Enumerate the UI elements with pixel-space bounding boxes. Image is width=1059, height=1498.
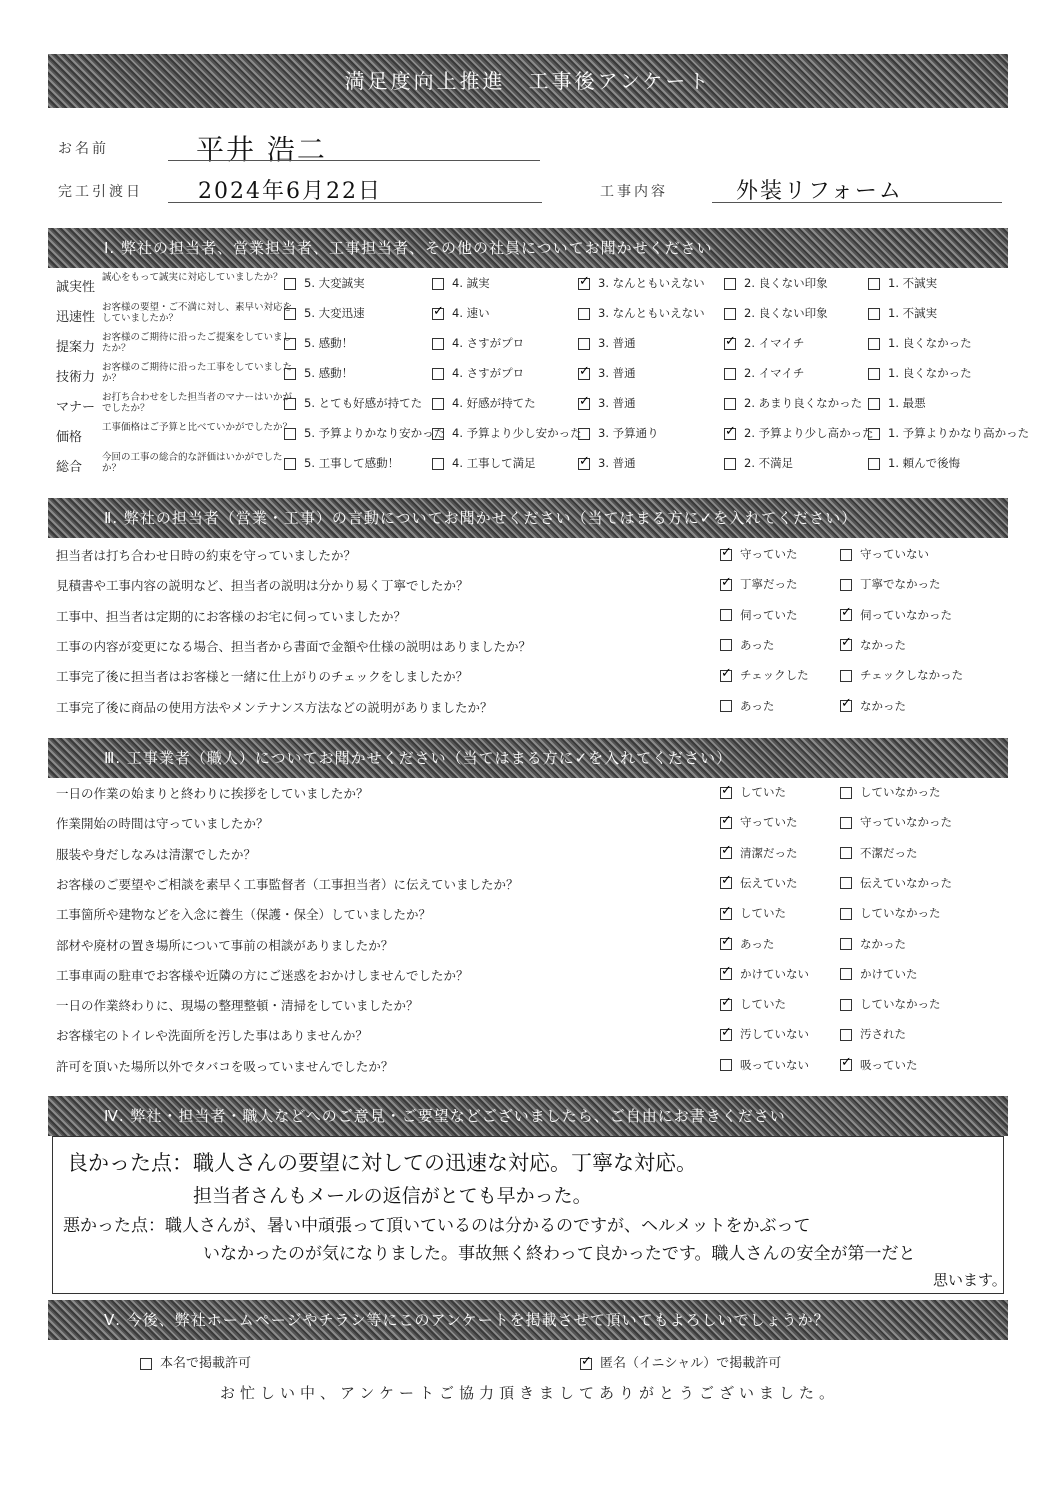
question-text: 許可を頂いた場所以外でタバコを吸っていませんでしたか？: [56, 1058, 394, 1074]
rating-option[interactable]: [432, 455, 536, 471]
checkbox[interactable]: [720, 670, 732, 682]
checkbox[interactable]: [840, 670, 852, 682]
checkbox[interactable]: [580, 1358, 592, 1370]
section3-header: Ⅲ. 工事業者（職人）についてお聞かせください（当てはまる方に✓を入れてください）: [48, 738, 1008, 778]
section5-header: Ⅴ. 今後、弊社ホームページやチラシ等にこのアンケートを掲載させて頂いてもよろしいでしょうか？: [48, 1300, 1008, 1340]
checkbox[interactable]: [432, 428, 444, 440]
checkbox[interactable]: [840, 787, 852, 799]
rating-option[interactable]: [432, 305, 490, 321]
checkbox[interactable]: [578, 458, 590, 470]
answer-a[interactable]: ✓ あった: [720, 936, 774, 952]
checkbox[interactable]: [720, 1059, 732, 1071]
rating-option[interactable]: [578, 425, 659, 441]
rating-question: 工事価格はご予算と比べていかがでしたか？: [102, 422, 293, 433]
rating-category: 価格: [56, 430, 83, 445]
rating-option[interactable]: [578, 275, 705, 291]
checkbox[interactable]: [840, 1029, 852, 1041]
comment-box[interactable]: [52, 1136, 1007, 1294]
checkbox[interactable]: [432, 338, 444, 350]
checkbox[interactable]: [284, 308, 296, 320]
rating-option[interactable]: [868, 395, 926, 411]
rating-row: [56, 420, 1030, 450]
question-row: [56, 631, 996, 661]
checkbox[interactable]: [868, 398, 880, 410]
question-text: 服装や身だしなみは清潔でしたか？: [56, 846, 257, 862]
rating-option-label: 4. 速い: [452, 306, 490, 320]
checkbox[interactable]: [720, 609, 732, 621]
answer-b[interactable]: していなかった: [840, 905, 941, 921]
rating-option[interactable]: [432, 335, 524, 351]
checkbox[interactable]: [284, 458, 296, 470]
question-text: 工事完了後に商品の使用方法やメンテナンス方法などの説明がありましたか？: [56, 699, 493, 715]
checkbox[interactable]: [724, 308, 736, 320]
answer-a[interactable]: 伺っていた: [720, 607, 798, 623]
rating-option[interactable]: [868, 335, 972, 351]
checkbox[interactable]: [720, 579, 732, 591]
checkbox[interactable]: [720, 847, 732, 859]
answer-a[interactable]: ✓ していた: [720, 905, 786, 921]
rating-category: 技術力: [56, 370, 96, 385]
checkbox[interactable]: [720, 1029, 732, 1041]
rating-option[interactable]: [868, 425, 1029, 441]
checkbox[interactable]: [868, 278, 880, 290]
rating-option[interactable]: [868, 305, 937, 321]
question-row: [56, 540, 996, 570]
rating-option-label: 2. 不満足: [744, 456, 794, 470]
work-underline: [712, 202, 1002, 203]
rating-row: [56, 450, 996, 480]
rating-option-label: 1. 不誠実: [888, 276, 938, 290]
rating-option-label: 5. 大変誠実: [304, 276, 365, 290]
rating-option[interactable]: [432, 395, 536, 411]
rating-question: 今回の工事の総合的な評価はいかがでしたか？: [102, 452, 283, 474]
publish-option-initials[interactable]: ✓ 匿名（イニシャル）で掲載許可: [580, 1352, 781, 1371]
rating-option-label: 3. なんともいえない: [598, 306, 705, 320]
rating-option-label: 2. 良くない印象: [744, 276, 828, 290]
checkbox[interactable]: [840, 639, 852, 651]
comment-line: 悪かった点：職人さんが、暑い中頑張って頂いているのは分かるのですが、ヘルメットをかぶって: [63, 1216, 811, 1236]
rating-option[interactable]: [284, 305, 365, 321]
answer-a[interactable]: あった: [720, 698, 774, 714]
answer-b[interactable]: 汚された: [840, 1026, 906, 1042]
rating-option-label: 1. 最悪: [888, 396, 926, 410]
rating-option[interactable]: [284, 425, 445, 441]
checkbox[interactable]: [720, 639, 732, 651]
rating-question: お打ち合わせをした担当者のマナーはいかがでしたか？: [102, 392, 293, 414]
name-value[interactable]: 平井 浩二: [196, 133, 327, 166]
checkbox[interactable]: [720, 787, 732, 799]
section2-header: Ⅱ. 弊社の担当者（営業・工事）の言動についてお聞かせください（当てはまる方に✓を入れてください）: [48, 498, 1008, 538]
question-text: お客様宅のトイレや洗面所を汚した事はありませんか？: [56, 1028, 368, 1044]
rating-option[interactable]: [724, 455, 793, 471]
rating-option[interactable]: [284, 365, 353, 381]
rating-row: [56, 300, 996, 330]
answer-b[interactable]: かけていた: [840, 966, 918, 982]
rating-category: 迅速性: [56, 310, 96, 325]
checkbox[interactable]: [724, 338, 736, 350]
answer-a[interactable]: ✓ 汚していない: [720, 1026, 809, 1042]
answer-a[interactable]: ✓ チェックした: [720, 667, 809, 683]
checkbox[interactable]: [578, 308, 590, 320]
rating-option-label: 3. 普通: [598, 456, 636, 470]
checkbox[interactable]: [432, 278, 444, 290]
rating-option[interactable]: [432, 425, 582, 441]
rating-option-label: 3. 予算通り: [598, 426, 659, 440]
checkbox[interactable]: [284, 338, 296, 350]
rating-option-label: 2. 予算より少し高かった: [744, 426, 874, 440]
comment-line: 担当者さんもメールの返信がとても早かった。: [193, 1185, 592, 1207]
checkbox[interactable]: [578, 398, 590, 410]
checkbox[interactable]: [840, 579, 852, 591]
rating-question: 誠心をもって誠実に対応していましたか？: [102, 272, 283, 283]
question-text: 見積書や工事内容の説明など、担当者の説明は分かり易く丁寧でしたか？: [56, 578, 469, 594]
checkbox[interactable]: [720, 700, 732, 712]
checkbox[interactable]: [578, 338, 590, 350]
answer-b[interactable]: チェックしなかった: [840, 667, 963, 683]
rating-option[interactable]: [432, 365, 524, 381]
checkbox[interactable]: [724, 458, 736, 470]
question-text: 工事中、担当者は定期的にお客様のお宅に伺っていましたか？: [56, 608, 407, 624]
question-row: [56, 1020, 996, 1050]
work-label: 工事内容: [600, 184, 668, 200]
rating-option[interactable]: [724, 335, 804, 351]
question-text: 工事車両の駐車でお客様や近隣の方にご迷惑をおかけしませんでしたか？: [56, 967, 469, 983]
question-row: [56, 960, 996, 990]
rating-option[interactable]: [868, 365, 972, 381]
rating-option[interactable]: [578, 335, 636, 351]
checkbox[interactable]: [284, 368, 296, 380]
rating-question: お客様のご期待に沿った工事をしていましたか？: [102, 362, 293, 384]
rating-option-label: 4. 工事して満足: [452, 456, 536, 470]
question-text: 一日の作業終わりに、現場の整理整頓・清掃をしていましたか？: [56, 998, 419, 1014]
rating-category: マナー: [56, 400, 96, 415]
checkbox[interactable]: [720, 549, 732, 561]
rating-option[interactable]: [724, 275, 828, 291]
name-label: お名前: [58, 141, 109, 157]
checkbox[interactable]: [578, 368, 590, 380]
rating-option-label: 1. 頼んで後悔: [888, 456, 961, 470]
rating-question: お客様の要望・ご不満に対し、素早い対応をしていましたか？: [102, 302, 293, 324]
rating-option-label: 2. あまり良くなかった: [744, 396, 863, 410]
rating-option[interactable]: [578, 365, 636, 381]
question-row: [56, 808, 996, 838]
checkbox[interactable]: [724, 398, 736, 410]
rating-option[interactable]: [724, 365, 804, 381]
checkbox[interactable]: [868, 368, 880, 380]
answer-a[interactable]: ✓ 伝えていた: [720, 875, 798, 891]
question-text: 工事の内容が変更になる場合、担当者から書面で金額や仕様の説明はありましたか？: [56, 638, 532, 654]
rating-row: [56, 270, 996, 300]
comment-line: いなかったのが気になりました。事故無く終わって良かったです。職人さんの安全が第一だと: [203, 1244, 916, 1264]
rating-option-label: 5. 感動！: [304, 366, 354, 380]
question-text: 担当者は打ち合わせ日時の約束を守っていましたか？: [56, 548, 357, 563]
rating-option-label: 4. さすがプロ: [452, 366, 525, 380]
question-row: [56, 692, 996, 722]
rating-option[interactable]: [578, 305, 705, 321]
question-row: [56, 899, 996, 929]
rating-option[interactable]: [284, 275, 365, 291]
rating-option-label: 4. 誠実: [452, 276, 490, 290]
rating-option-label: 5. とても好感が持てた: [304, 396, 423, 410]
name-underline: [168, 160, 540, 161]
rating-option-label: 2. イマイチ: [744, 336, 805, 350]
answer-b[interactable]: していなかった: [840, 996, 941, 1012]
rating-row: [56, 390, 996, 420]
answer-a[interactable]: ✓ 丁寧だった: [720, 576, 798, 592]
checkbox[interactable]: [840, 1059, 852, 1071]
checkbox[interactable]: [868, 428, 880, 440]
answer-a[interactable]: ✓ 守っていた: [720, 546, 798, 562]
question-text: 工事完了後に担当者はお客様と一緒に仕上がりのチェックをしましたか？: [56, 669, 469, 685]
checkbox[interactable]: [432, 308, 444, 320]
question-row: [56, 661, 996, 691]
rating-option[interactable]: [578, 395, 636, 411]
rating-option[interactable]: [284, 455, 399, 471]
thank-you-footer: お忙しい中、アンケートご協力頂きましてありがとうございました。: [219, 1384, 840, 1402]
answer-a[interactable]: あった: [720, 637, 774, 653]
rating-option[interactable]: [724, 305, 828, 321]
section4-header: Ⅳ. 弊社・担当者・職人などへのご意見・ご要望などございましたら、ご自由にお書きください: [48, 1096, 1008, 1136]
checkbox[interactable]: [868, 338, 880, 350]
answer-a[interactable]: ✓ 清潔だった: [720, 845, 798, 861]
rating-row: [56, 330, 996, 360]
rating-option-label: 3. なんともいえない: [598, 276, 705, 290]
checkbox[interactable]: [720, 938, 732, 950]
publish-option-real-name[interactable]: 本名で掲載許可: [140, 1352, 251, 1371]
date-value[interactable]: 2024年6月22日: [198, 179, 382, 204]
checkbox[interactable]: [284, 398, 296, 410]
checkbox[interactable]: [720, 908, 732, 920]
checkbox[interactable]: [284, 428, 296, 440]
date-underline: [168, 202, 542, 203]
rating-option[interactable]: [724, 395, 862, 411]
checkbox[interactable]: [840, 938, 852, 950]
question-row: [56, 601, 996, 631]
question-text: 部材や廃材の置き場所について事前の相談がありましたか？: [56, 937, 394, 953]
question-row: [56, 930, 996, 960]
question-row: [56, 839, 996, 869]
rating-option-label: 5. 感動！: [304, 336, 354, 350]
rating-option-label: 3. 普通: [598, 396, 636, 410]
answer-b[interactable]: ✓ なかった: [840, 698, 906, 714]
rating-option-label: 1. 良くなかった: [888, 336, 972, 350]
question-text: お客様のご要望やご相談を素早く工事監督者（工事担当者）に伝えていましたか？: [56, 876, 519, 892]
checkbox[interactable]: [868, 458, 880, 470]
checkbox[interactable]: [840, 609, 852, 621]
checkbox[interactable]: [840, 968, 852, 980]
checkbox[interactable]: [724, 278, 736, 290]
rating-option-label: 5. 工事して感動！: [304, 456, 400, 470]
rating-option-label: 5. 大変迅速: [304, 306, 365, 320]
rating-row: [56, 360, 996, 390]
rating-option[interactable]: [868, 275, 937, 291]
answer-b[interactable]: ✓ 伺っていなかった: [840, 607, 952, 623]
checkbox[interactable]: [720, 877, 732, 889]
rating-option-label: 1. 予算よりかなり高かった: [888, 426, 1030, 440]
rating-category: 提案力: [56, 340, 96, 355]
question-row: [56, 1051, 996, 1081]
checkbox[interactable]: [840, 847, 852, 859]
answer-a[interactable]: ✓ かけていない: [720, 966, 809, 982]
question-row: [56, 869, 996, 899]
checkbox[interactable]: [432, 368, 444, 380]
question-row: [56, 990, 996, 1020]
answer-b[interactable]: 不潔だった: [840, 845, 918, 861]
checkbox[interactable]: [720, 968, 732, 980]
checkbox[interactable]: [840, 908, 852, 920]
question-text: 作業開始の時間は守っていましたか？: [56, 816, 269, 832]
section1-header: Ⅰ. 弊社の担当者、営業担当者、工事担当者、その他の社員についてお聞かせください: [48, 228, 1008, 268]
checkbox[interactable]: [840, 877, 852, 889]
comment-line: 思います。: [933, 1271, 1007, 1289]
rating-option-label: 4. さすがプロ: [452, 336, 525, 350]
rating-option-label: 5. 予算よりかなり安かった: [304, 426, 446, 440]
answer-b[interactable]: ✓ なかった: [840, 637, 906, 653]
checkbox[interactable]: [578, 428, 590, 440]
checkbox[interactable]: [284, 278, 296, 290]
answer-a[interactable]: 吸っていない: [720, 1057, 809, 1073]
rating-option-label: 1. 不誠実: [888, 306, 938, 320]
rating-option-label: 3. 普通: [598, 336, 636, 350]
comment-line: 良かった点：職人さんの要望に対しての迅速な対応。丁寧な対応。: [67, 1151, 697, 1175]
checkbox[interactable]: [724, 428, 736, 440]
answer-b[interactable]: 守っていない: [840, 546, 929, 562]
rating-option-label: 4. 好感が持てた: [452, 396, 536, 410]
checkbox[interactable]: [840, 549, 852, 561]
rating-option-label: 2. 良くない印象: [744, 306, 828, 320]
checkbox[interactable]: [432, 458, 444, 470]
checkbox[interactable]: [578, 278, 590, 290]
rating-category: 誠実性: [56, 280, 96, 295]
rating-option[interactable]: [432, 275, 490, 291]
answer-b[interactable]: 丁寧でなかった: [840, 576, 941, 592]
question-text: 一日の作業の始まりと終わりに挨拶をしていましたか？: [56, 786, 369, 801]
checkbox[interactable]: [720, 999, 732, 1011]
rating-question: お客様のご期待に沿ったご提案をしていましたか？: [102, 332, 293, 354]
survey-title: 満足度向上推進 工事後アンケート: [48, 54, 1008, 108]
rating-option-label: 2. イマイチ: [744, 366, 805, 380]
answer-a[interactable]: ✓ していた: [720, 784, 786, 800]
checkbox[interactable]: [840, 817, 852, 829]
answer-a[interactable]: ✓ 守っていた: [720, 814, 798, 830]
checkbox[interactable]: [840, 999, 852, 1011]
checkbox[interactable]: [868, 308, 880, 320]
rating-option[interactable]: [284, 395, 422, 411]
rating-option[interactable]: [868, 455, 960, 471]
answer-a[interactable]: ✓ していた: [720, 996, 786, 1012]
checkbox[interactable]: [140, 1358, 152, 1370]
checkbox[interactable]: [840, 700, 852, 712]
rating-option[interactable]: [284, 335, 353, 351]
checkbox[interactable]: [432, 398, 444, 410]
question-row: [56, 570, 996, 600]
rating-category: 総合: [56, 460, 83, 475]
rating-option[interactable]: [578, 455, 636, 471]
date-label: 完工引渡日: [58, 184, 143, 200]
question-text: 工事箇所や建物などを入念に養生（保護・保全）していましたか？: [56, 907, 432, 923]
answer-b[interactable]: ✓ 吸っていた: [840, 1057, 918, 1073]
checkbox[interactable]: [720, 817, 732, 829]
rating-option-label: 4. 予算より少し安かった: [452, 426, 582, 440]
rating-option-label: 3. 普通: [598, 366, 636, 380]
rating-option[interactable]: [724, 425, 874, 441]
rating-option-label: 1. 良くなかった: [888, 366, 972, 380]
work-value[interactable]: 外装リフォーム: [736, 179, 903, 204]
answer-b[interactable]: 守っていなかった: [840, 814, 952, 830]
answer-b[interactable]: していなかった: [840, 784, 941, 800]
answer-b[interactable]: なかった: [840, 936, 906, 952]
question-row: [56, 778, 996, 808]
checkbox[interactable]: [724, 368, 736, 380]
answer-b[interactable]: 伝えていなかった: [840, 875, 952, 891]
